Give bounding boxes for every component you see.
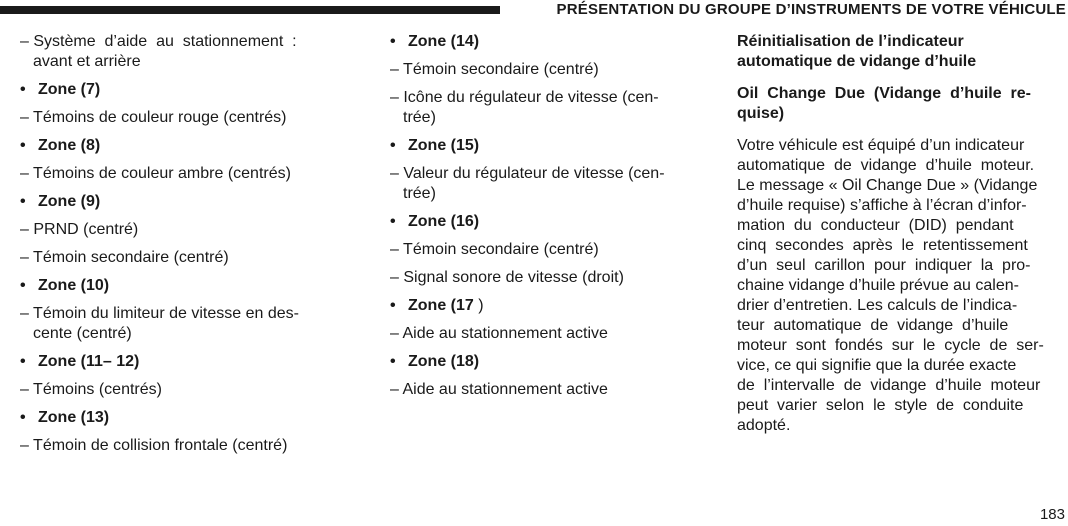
list-item: – Témoin de collision frontale (centré) <box>20 437 288 454</box>
list-item: – Témoin secondaire (centré) <box>390 61 599 78</box>
bullet-icon: • <box>390 33 396 50</box>
bullet-icon: • <box>20 353 26 370</box>
zone-heading-17: • Zone (17 ) <box>390 297 484 314</box>
zone-heading-16: • Zone (16) <box>390 213 480 230</box>
list-item-cont: trée) <box>403 185 436 202</box>
zone-heading-9: • Zone (9) <box>20 193 101 210</box>
body-line: teur automatique de vidange d’huile <box>737 317 1009 334</box>
list-item: – Témoin du limiteur de vitesse en des- <box>20 305 299 322</box>
zone-heading-11-12: • Zone (11– 12) <box>20 353 140 370</box>
bullet-icon: • <box>390 353 396 370</box>
column-1 <box>20 32 336 456</box>
body-line: drier d’entretien. Les calculs de l’indica- <box>737 297 1018 314</box>
list-item: – Signal sonore de vitesse (droit) <box>390 269 624 286</box>
list-item-cont: trée) <box>403 109 436 126</box>
body-line: Votre véhicule est équipé d’un indicateur <box>737 137 1025 154</box>
zone-heading-15: • Zone (15) <box>390 137 480 154</box>
zone-heading-8: • Zone (8) <box>20 137 101 154</box>
section-title: Réinitialisation de l’indicateur automatique de vidange d’huile <box>737 33 977 70</box>
body-line: mation du conducteur (DID) pendant <box>737 217 1014 234</box>
body-line: chaine vidange d’huile prévue au calen- <box>737 277 1019 294</box>
body-line: peut varier selon le style de conduite <box>737 397 1024 414</box>
list-item: – PRND (centré) <box>20 221 139 238</box>
bullet-icon: • <box>20 277 26 294</box>
zone-heading-13: • Zone (13) <box>20 409 110 426</box>
bullet-icon: • <box>390 137 396 154</box>
body-line: d’un seul carillon pour indiquer la pro- <box>737 257 1031 274</box>
column-2 <box>390 32 702 400</box>
bullet-icon: • <box>20 409 26 426</box>
body-paragraph <box>737 136 1067 436</box>
list-item: – Icône du régulateur de vitesse (cen- <box>390 89 659 106</box>
bullet-icon: • <box>20 137 26 154</box>
header-title: PRÉSENTATION DU GROUPE D’INSTRUMENTS DE VOTRE VÉHICULE <box>549 0 1066 20</box>
list-item: – Témoins de couleur rouge (centrés) <box>20 109 287 126</box>
body-line: de l’intervalle de vidange d’huile moteur <box>737 377 1041 394</box>
list-item: – Aide au stationnement active <box>390 325 608 342</box>
list-item: – Aide au stationnement active <box>390 381 608 398</box>
list-item: – Témoin secondaire (centré) <box>390 241 599 258</box>
zone-heading-7: • Zone (7) <box>20 81 101 98</box>
zone-heading-10: • Zone (10) <box>20 277 110 294</box>
bullet-icon: • <box>390 213 396 230</box>
zone-heading-14: • Zone (14) <box>390 33 480 50</box>
bullet-icon: • <box>390 297 396 314</box>
body-line: cinq secondes après le retentissement <box>737 237 1028 254</box>
header-rule <box>0 6 500 14</box>
list-item: – Valeur du régulateur de vitesse (cen- <box>390 165 665 182</box>
body-line: automatique de vidange d’huile moteur. <box>737 157 1035 174</box>
zone-heading-18: • Zone (18) <box>390 353 480 370</box>
text-line: avant et arrière <box>33 53 141 70</box>
list-item: – Témoins (centrés) <box>20 381 162 398</box>
column-3 <box>737 32 1067 436</box>
page-header <box>0 0 1068 20</box>
list-item: – Témoins de couleur ambre (centrés) <box>20 165 291 182</box>
list-item-cont: cente (centré) <box>33 325 132 342</box>
subsection-title: Oil Change Due (Vidange d’huile re- quise) <box>737 85 1031 122</box>
body-line: vice, ce qui signifie que la durée exacte <box>737 357 1017 374</box>
body-line: moteur sont fondés sur le cycle de ser- <box>737 337 1044 354</box>
bullet-icon: • <box>20 193 26 210</box>
page-number: 183 <box>1039 506 1065 523</box>
body-line: Le message « Oil Change Due » (Vidange <box>737 177 1038 194</box>
text-line: – Système d’aide au stationnement : <box>20 33 297 50</box>
list-item: – Témoin secondaire (centré) <box>20 249 229 266</box>
body-line: d’huile requise) s’affiche à l’écran d’infor- <box>737 197 1027 214</box>
body-line: adopté. <box>737 417 791 434</box>
bullet-icon: • <box>20 81 26 98</box>
